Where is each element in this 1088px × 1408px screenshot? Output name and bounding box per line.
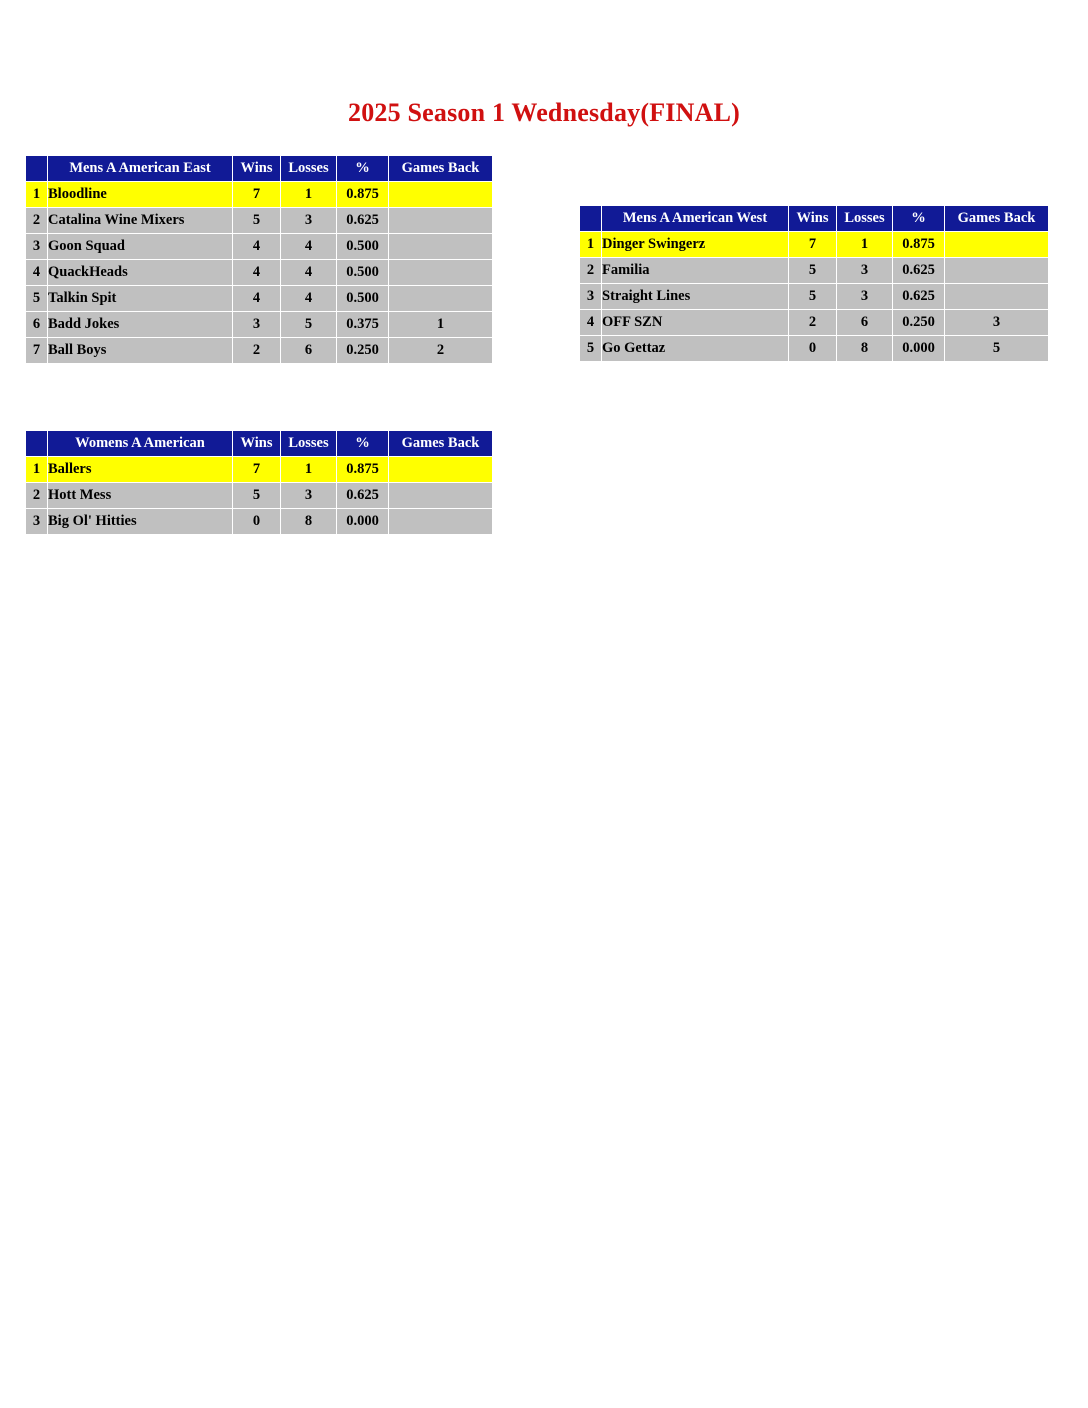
table-row [26,182,493,208]
row-games-back [945,284,1049,310]
row-losses: 1 [281,457,337,483]
row-losses: 4 [281,260,337,286]
row-wins: 4 [233,234,281,260]
table-row [26,312,493,338]
row-pct: 0.500 [337,286,389,312]
column-header-division: Womens A American [48,431,233,457]
table-row [26,260,493,286]
column-header-games-back: Games Back [389,431,493,457]
table-row [580,336,1049,362]
table-row [26,338,493,364]
table-row [26,286,493,312]
row-pct: 0.875 [893,232,945,258]
table-row [26,457,493,483]
row-team-name: Talkin Spit [48,286,233,312]
row-games-back [389,182,493,208]
column-header-losses: Losses [281,431,337,457]
row-losses: 3 [281,208,337,234]
row-pct: 0.250 [337,338,389,364]
row-losses: 5 [281,312,337,338]
row-pct: 0.000 [893,336,945,362]
row-pct: 0.625 [337,483,389,509]
row-rank: 4 [26,260,48,286]
row-wins: 7 [233,457,281,483]
row-wins: 0 [789,336,837,362]
table-row [580,258,1049,284]
standings-table-womens-a-american [25,430,493,535]
row-wins: 2 [233,338,281,364]
row-rank: 1 [26,182,48,208]
table-row [26,208,493,234]
row-rank: 2 [26,483,48,509]
row-losses: 4 [281,286,337,312]
row-rank: 6 [26,312,48,338]
row-rank: 4 [580,310,602,336]
row-losses: 8 [281,509,337,535]
column-header-rank [26,431,48,457]
row-wins: 4 [233,260,281,286]
row-games-back [389,208,493,234]
row-games-back: 2 [389,338,493,364]
row-pct: 0.500 [337,234,389,260]
row-wins: 5 [789,258,837,284]
row-wins: 7 [789,232,837,258]
row-team-name: Badd Jokes [48,312,233,338]
row-rank: 5 [580,336,602,362]
row-team-name: Familia [602,258,789,284]
row-pct: 0.625 [337,208,389,234]
row-games-back: 5 [945,336,1049,362]
column-header-pct: % [337,431,389,457]
row-pct: 0.000 [337,509,389,535]
row-pct: 0.875 [337,182,389,208]
row-rank: 7 [26,338,48,364]
row-rank: 3 [26,509,48,535]
row-losses: 6 [281,338,337,364]
row-losses: 6 [837,310,893,336]
column-header-rank [580,206,602,232]
row-team-name: Ballers [48,457,233,483]
row-games-back [945,232,1049,258]
row-rank: 3 [580,284,602,310]
row-games-back [389,457,493,483]
standings-table-mens-a-american-west [579,205,1049,362]
column-header-wins: Wins [233,156,281,182]
row-games-back [945,258,1049,284]
table-row [26,234,493,260]
row-team-name: Straight Lines [602,284,789,310]
row-games-back [389,234,493,260]
row-wins: 5 [233,483,281,509]
column-header-wins: Wins [789,206,837,232]
row-wins: 0 [233,509,281,535]
table-header-row [26,156,493,182]
row-games-back: 3 [945,310,1049,336]
column-header-games-back: Games Back [389,156,493,182]
row-team-name: QuackHeads [48,260,233,286]
row-losses: 3 [837,258,893,284]
row-rank: 2 [580,258,602,284]
row-team-name: Catalina Wine Mixers [48,208,233,234]
row-pct: 0.625 [893,284,945,310]
column-header-losses: Losses [837,206,893,232]
column-header-games-back: Games Back [945,206,1049,232]
table-row [580,310,1049,336]
table-header-row [26,431,493,457]
row-losses: 4 [281,234,337,260]
row-losses: 8 [837,336,893,362]
row-wins: 2 [789,310,837,336]
column-header-wins: Wins [233,431,281,457]
row-pct: 0.250 [893,310,945,336]
row-losses: 1 [837,232,893,258]
row-team-name: OFF SZN [602,310,789,336]
row-wins: 3 [233,312,281,338]
standings-table-mens-a-american-east [25,155,493,364]
row-team-name: Goon Squad [48,234,233,260]
table-row [26,483,493,509]
row-losses: 3 [837,284,893,310]
table-row [26,509,493,535]
column-header-division: Mens A American West [602,206,789,232]
table-row [580,232,1049,258]
row-wins: 5 [789,284,837,310]
table-header-row [580,206,1049,232]
row-team-name: Bloodline [48,182,233,208]
row-games-back: 1 [389,312,493,338]
row-pct: 0.625 [893,258,945,284]
row-games-back [389,509,493,535]
row-team-name: Big Ol' Hitties [48,509,233,535]
row-team-name: Go Gettaz [602,336,789,362]
row-wins: 5 [233,208,281,234]
row-losses: 1 [281,182,337,208]
row-pct: 0.875 [337,457,389,483]
row-team-name: Dinger Swingerz [602,232,789,258]
table-row [580,284,1049,310]
row-team-name: Hott Mess [48,483,233,509]
row-rank: 5 [26,286,48,312]
row-pct: 0.500 [337,260,389,286]
row-team-name: Ball Boys [48,338,233,364]
column-header-division: Mens A American East [48,156,233,182]
row-pct: 0.375 [337,312,389,338]
row-games-back [389,260,493,286]
column-header-pct: % [893,206,945,232]
column-header-rank [26,156,48,182]
row-rank: 3 [26,234,48,260]
row-games-back [389,286,493,312]
column-header-pct: % [337,156,389,182]
row-rank: 2 [26,208,48,234]
row-rank: 1 [580,232,602,258]
column-header-losses: Losses [281,156,337,182]
row-wins: 4 [233,286,281,312]
row-games-back [389,483,493,509]
row-rank: 1 [26,457,48,483]
row-losses: 3 [281,483,337,509]
page-title: 2025 Season 1 Wednesday(FINAL) [348,98,740,127]
row-wins: 7 [233,182,281,208]
